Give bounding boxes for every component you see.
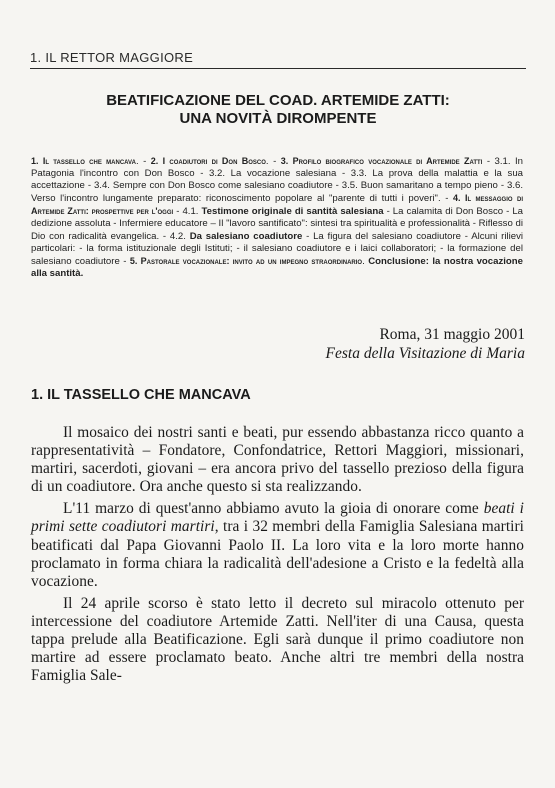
toc-4-1-title: Testimone originale di santità salesiana (201, 206, 384, 218)
title-line-2: UNA NOVITÀ DIROMPENTE (179, 110, 377, 127)
paragraph-2 (31, 500, 524, 590)
toc-3-number: 3. (280, 156, 293, 166)
table-of-contents-summary (31, 155, 523, 280)
dateline (326, 325, 525, 363)
body-text (31, 424, 524, 689)
dateline-place-date: Roma, 31 maggio 2001 (379, 326, 525, 343)
toc-1-number: 1. (31, 156, 43, 166)
paragraph-2-end: , tra i 32 membri della Famiglia Salesiana martiri beatificati dal Papa Giovanni Paolo II. La loro vita e la loro morte hanno proclamato in forma chiara la radicalità dell'adesione a Cristo e la fedeltà alla vocazione. (31, 518, 525, 590)
article-title (40, 92, 516, 128)
toc-4-title: Il messaggio di Artemide Zatti: prospettive per l'oggi (31, 193, 523, 217)
toc-5-sep: . (362, 255, 369, 267)
toc-1-title: Il tassello che mancava (42, 156, 136, 166)
toc-2-title: I coadiutori di Don Bosco (162, 156, 266, 166)
toc-2-sep: . - (265, 156, 281, 167)
toc-2-number: 2. (150, 156, 163, 166)
toc-4-number: 4. (453, 193, 465, 204)
paragraph-2-emphasis: beati i primi sette coadiutori martiri (31, 500, 524, 536)
toc-4-2-body: - La figura del salesiano coadiutore - Alcuni rilievi particolari: - la forma istituzionale degli Istituti; - il salesiano coadiutore e i laici collaboratori; - la formazione del salesiano coadiutore - (31, 230, 524, 267)
toc-3-title: Profilo biografico vocazionale di Artemide Zatti (292, 156, 483, 166)
toc-5-number: 5. (129, 255, 141, 266)
paragraph-3: Il 24 aprile scorso è stato letto il decreto sul miracolo ottenuto per intercessione del coadiutore Artemide Zatti. Nell'iter di una Causa, questa tappa prelude alla Beatificazione. Egli sarà dunque il primo coadiutore non martire ad essere proclamato beato. Anche altri tre membri della nostra Famiglia Sale- (31, 594, 524, 685)
toc-4-sep: - 4.1. (173, 206, 202, 218)
toc-1-sep: . - (135, 156, 151, 167)
toc-4-2-title: Da salesiano coadiutore (189, 230, 303, 242)
toc-3-body: - 3.1. In Patagonia l'incontro con Don Bosco - 3.2. La vocazione salesiana - 3.3. La prova della malattia e la sua accettazione - 3.4. Sempre con Don Bosco come salesiano coadiutore - 3.5. Buon samaritano a tempo pieno - 3.6. Verso l'incontro lungamente preparato: riconoscimento popolare al "parente di tutti i poveri". - (31, 156, 524, 205)
paragraph-1: Il mosaico dei nostri santi e beati, pur essendo abbastanza ricco quanto a rappresentatività – Fondatore, Confondatrice, Rettori Maggiori, missionari, martiri, sacerdoti, giovani – era ancora privo del tassello prezioso della figura di un coadiutore. Ora anche questo si sta realizzando. (31, 424, 524, 496)
toc-conclusion: Conclusione: la nostra vocazione alla santità. (31, 255, 523, 279)
header-rule (30, 68, 526, 69)
dateline-feast: Festa della Visitazione di Maria (325, 345, 525, 362)
toc-4-1-body: - La calamita di Don Bosco - La dedizione assoluta - Infermiere educatore – Il "lavoro santificato": sintesi tra spiritualità e professionalità - Riflesso di Dio con radicalità evangelica. - 4.2. (31, 206, 524, 242)
toc-5-title: Pastorale vocazionale: invito ad un impegno straordinario (140, 255, 363, 266)
title-line-1: BEATIFICAZIONE DEL COAD. ARTEMIDE ZATTI: (106, 92, 450, 109)
running-head: 1. IL RETTOR MAGGIORE (30, 50, 194, 65)
section-heading: 1. IL TASSELLO CHE MANCAVA (31, 387, 251, 403)
paragraph-2-start: L'11 marzo di quest'anno abbiamo avuto la gioia di onorare come (63, 500, 484, 518)
